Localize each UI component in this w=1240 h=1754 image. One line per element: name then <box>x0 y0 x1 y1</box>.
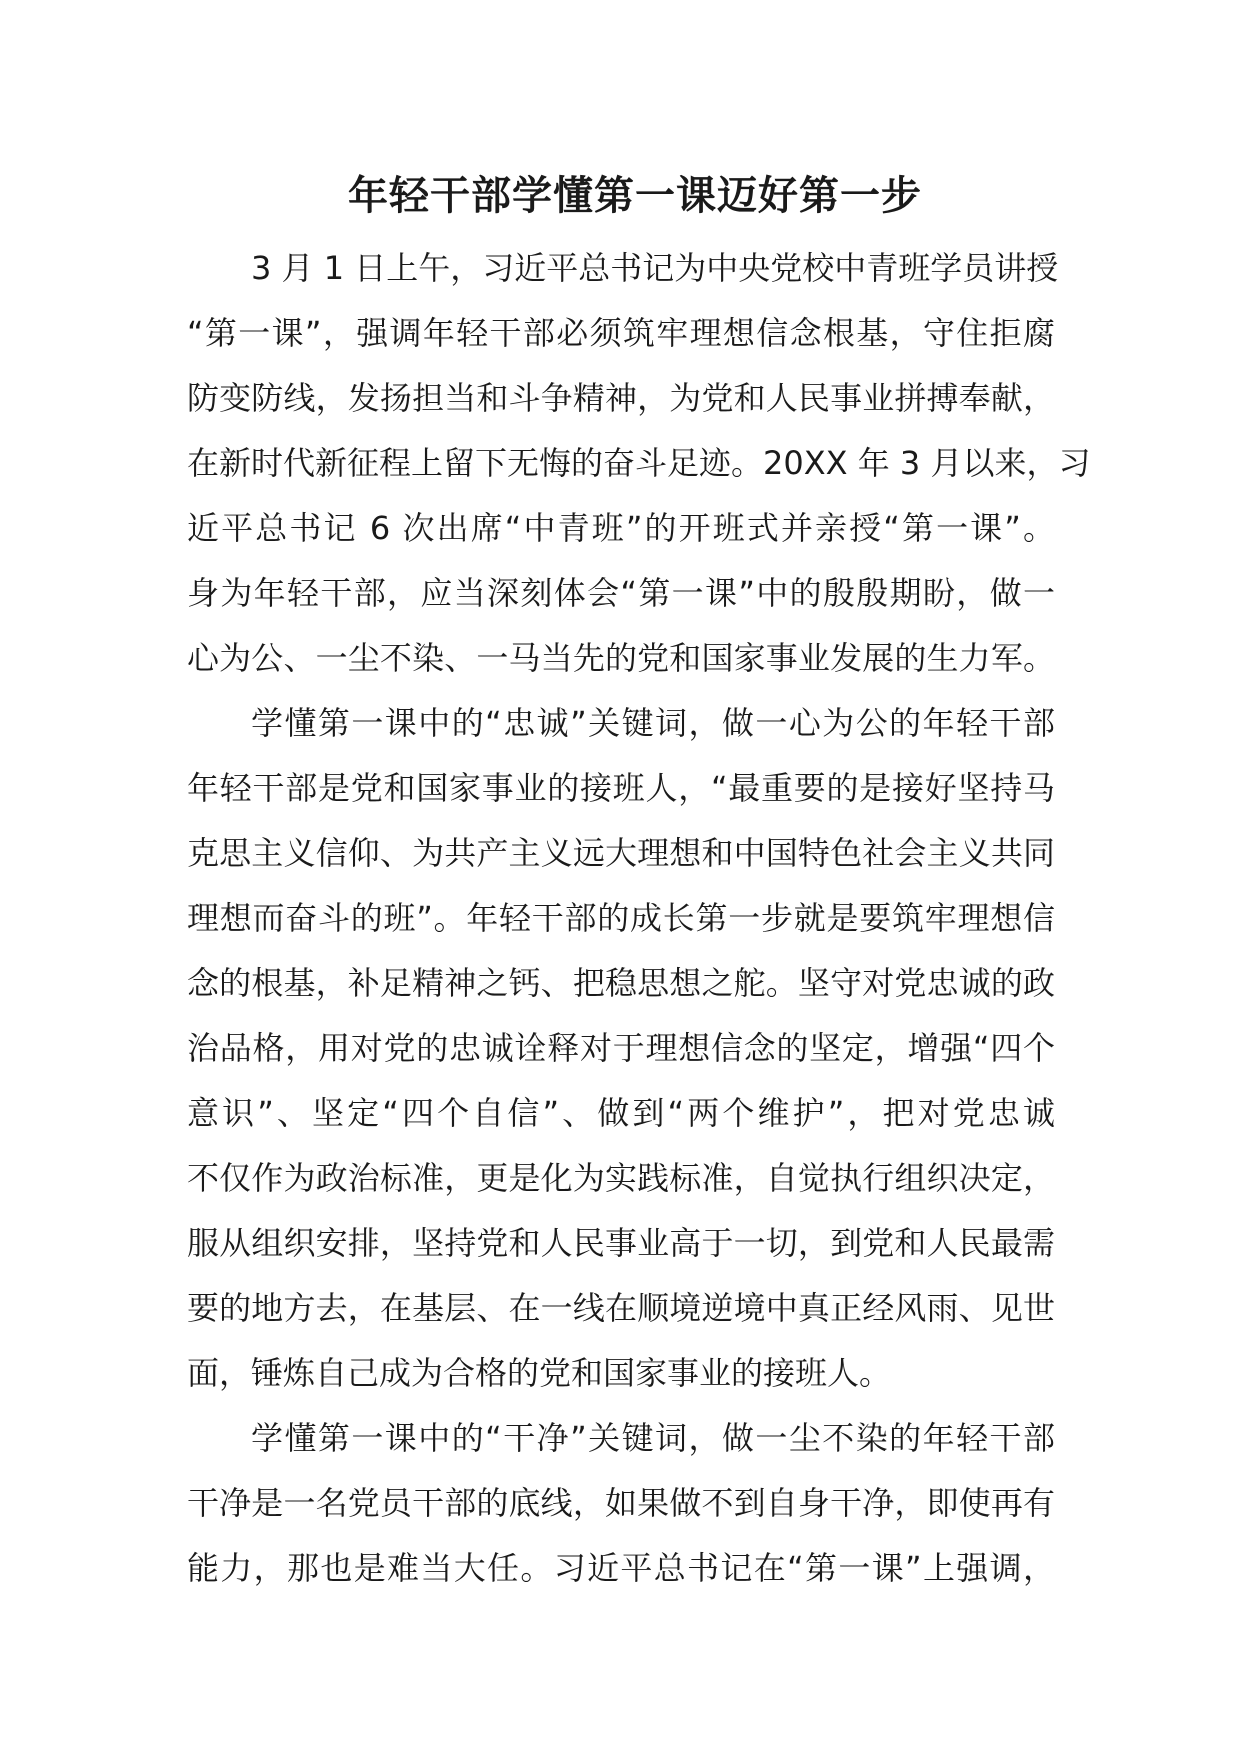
paragraph-2-line-5: 念的根基，补足精神之钙、把稳思想之舵。坚守对党忠诚的政 <box>187 964 1055 1002</box>
paragraph-2-heading-line: 学懂第一课中的“忠诚”关键词，做一心为公的年轻干部 <box>251 704 1055 742</box>
document-body <box>187 236 1091 1601</box>
paragraph-1-line-1: 3 月 1 日上午，习近平总书记为中央党校中青班学员讲授 <box>251 249 1059 287</box>
paragraph-1-line-5: 近平总书记 6 次出席“中青班”的开班式并亲授“第一课”。 <box>187 509 1055 547</box>
paragraph-2-line-11: 面，锤炼自己成为合格的党和国家事业的接班人。 <box>187 1354 892 1392</box>
paragraph-2-line-9: 服从组织安排，坚持党和人民事业高于一切，到党和人民最需 <box>187 1224 1055 1262</box>
paragraph-1-line-4: 在新时代新征程上留下无悔的奋斗足迹。20XX 年 3 月以来，习 <box>187 444 1091 482</box>
paragraph-2-line-10: 要的地方去，在基层、在一线在顺境逆境中真正经风雨、见世 <box>187 1289 1055 1327</box>
paragraph-2-line-7: 意识”、坚定“四个自信”、做到“两个维护”，把对党忠诚 <box>187 1094 1055 1132</box>
paragraph-1-line-3: 防变防线，发扬担当和斗争精神，为党和人民事业拼搏奉献， <box>187 379 1055 417</box>
paragraph-1-line-2: “第一课”，强调年轻干部必须筑牢理想信念根基，守住拒腐 <box>187 314 1055 352</box>
paragraph-3-line-3: 能力，那也是难当大任。习近平总书记在“第一课”上强调， <box>187 1549 1055 1587</box>
paragraph-1-line-6: 身为年轻干部，应当深刻体会“第一课”中的殷殷期盼，做一 <box>187 574 1055 612</box>
paragraph-3-heading-line: 学懂第一课中的“干净”关键词，做一尘不染的年轻干部 <box>251 1419 1055 1457</box>
paragraph-2-line-3: 克思主义信仰、为共产主义远大理想和中国特色社会主义共同 <box>187 834 1055 872</box>
paragraph-3-line-2: 干净是一名党员干部的底线，如果做不到自身干净，即使再有 <box>187 1484 1055 1522</box>
document-title: 年轻干部学懂第一课迈好第一步 <box>348 173 922 219</box>
paragraph-1-line-7: 心为公、一尘不染、一马当先的党和国家事业发展的生力军。 <box>187 639 1055 677</box>
paragraph-2-line-6: 治品格，用对党的忠诚诠释对于理想信念的坚定，增强“四个 <box>187 1029 1055 1067</box>
paragraph-2-line-4: 理想而奋斗的班”。年轻干部的成长第一步就是要筑牢理想信 <box>187 899 1055 937</box>
paragraph-2-line-2: 年轻干部是党和国家事业的接班人，“最重要的是接好坚持马 <box>187 769 1055 807</box>
paragraph-2-line-8: 不仅作为政治标准，更是化为实践标准，自觉执行组织决定， <box>187 1159 1055 1197</box>
